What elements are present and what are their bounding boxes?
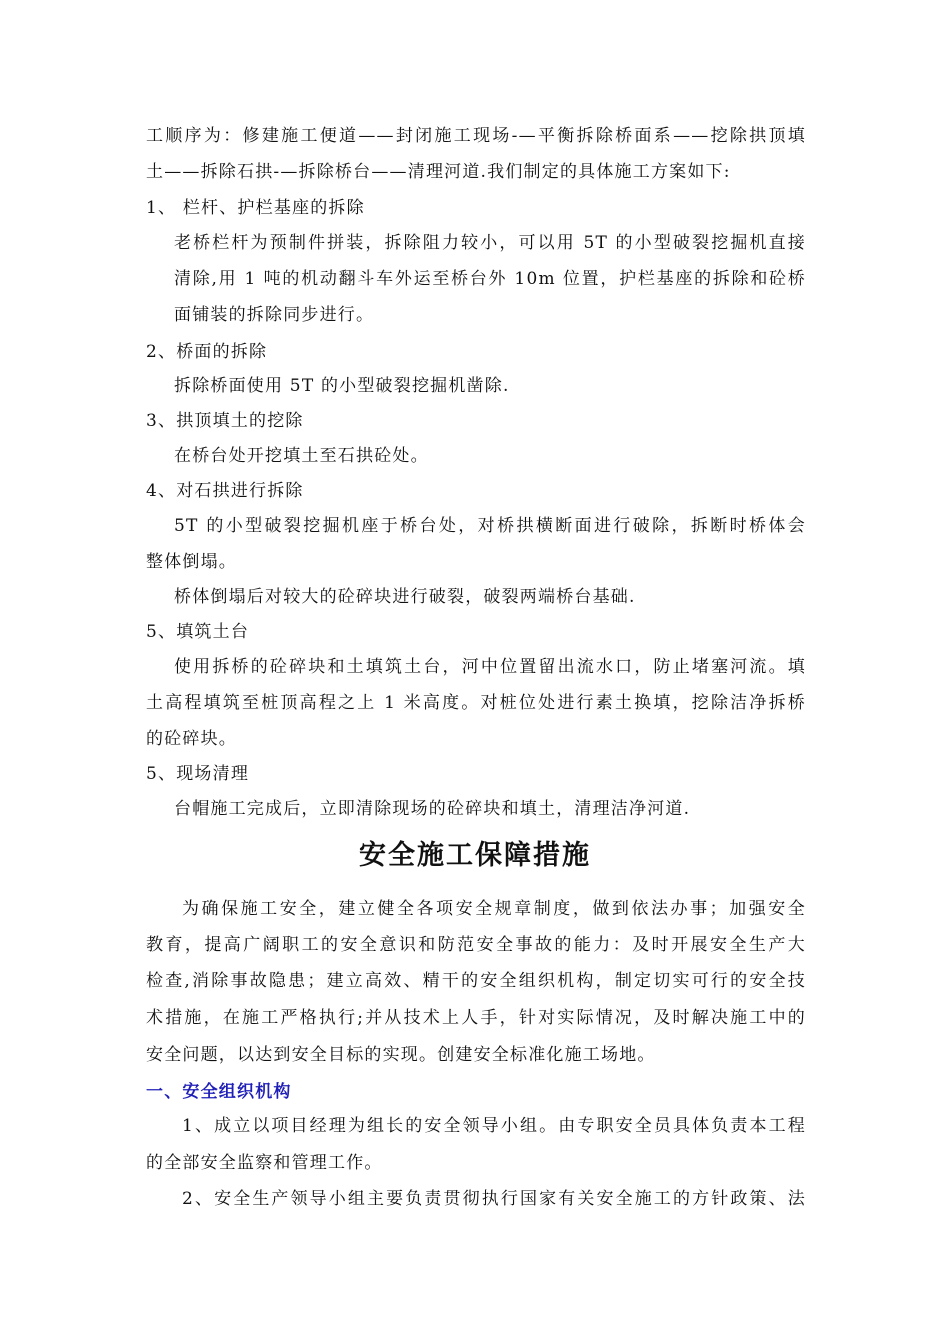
step-heading-4: 4、对石拱进行拆除 — [146, 481, 304, 501]
step-5-line-2: 土高程填筑至桩顶高程之上 1 米高度。对桩位处进行素土换填，挖除洁净拆桥 — [146, 693, 806, 713]
step-5-line-3: 的砼碎块。 — [146, 729, 237, 749]
step-4-line-1: 5T 的小型破裂挖掘机座于桥台处，对桥拱横断面进行破除，拆断时桥体会 — [174, 516, 806, 536]
intro-line-2: 土——拆除石拱-—拆除桥台——清理河道.我们制定的具体施工方案如下: — [146, 162, 731, 182]
step-1-line-2: 清除,用 1 吨的机动翻斗车外运至桥台外 10m 位置，护栏基座的拆除和砼桥 — [174, 269, 806, 289]
step-heading-2: 2、桥面的拆除 — [146, 342, 268, 362]
safety-paragraph-line-5: 安全问题，以达到安全目标的实现。创建安全标准化施工场地。 — [146, 1045, 656, 1065]
safety-paragraph-line-4: 术措施，在施工严格执行;并从技术上人手，针对实际情况，及时解决施工中的 — [146, 1008, 806, 1028]
step-4-line-3: 桥体倒塌后对较大的砼碎块进行破裂，破裂两端桥台基础. — [174, 587, 636, 607]
section-1-item-1-cont: 的全部安全监察和管理工作。 — [146, 1153, 383, 1173]
step-1-line-3: 面铺装的拆除同步进行。 — [174, 305, 375, 325]
step-6-line-1: 台帽施工完成后，立即清除现场的砼碎块和填土，清理洁净河道. — [174, 799, 691, 819]
step-1-line-1: 老桥栏杆为预制件拼装，拆除阻力较小，可以用 5T 的小型破裂挖掘机直接 — [174, 233, 806, 253]
step-heading-1: 1、 栏杆、护栏基座的拆除 — [146, 198, 365, 218]
intro-line-1: 工顺序为：修建施工便道——封闭施工现场-—平衡拆除桥面系——挖除拱顶填 — [146, 126, 806, 146]
section-heading-safety-organization: 一、安全组织机构 — [146, 1082, 292, 1102]
safety-paragraph-line-1: 为确保施工安全，建立健全各项安全规章制度，做到依法办事；加强安全 — [182, 899, 806, 919]
section-1-item-2: 2、安全生产领导小组主要负责贯彻执行国家有关安全施工的方针政策、法 — [182, 1189, 806, 1209]
step-heading-5: 5、填筑土台 — [146, 622, 250, 642]
step-2-line-1: 拆除桥面使用 5T 的小型破裂挖掘机凿除. — [174, 376, 510, 396]
step-3-line-1: 在桥台处开挖填土至石拱砼处。 — [174, 446, 429, 466]
page-title: 安全施工保障措施 — [359, 840, 591, 871]
step-5-line-1: 使用拆桥的砼碎块和土填筑土台，河中位置留出流水口，防止堵塞河流。填 — [174, 657, 806, 677]
step-heading-3: 3、拱顶填土的挖除 — [146, 411, 304, 431]
safety-paragraph-line-2: 教育，提高广阔职工的安全意识和防范安全事故的能力：及时开展安全生产大 — [146, 935, 806, 955]
safety-paragraph-line-3: 检查,消除事故隐患；建立高效、精干的安全组织机构，制定切实可行的安全技 — [146, 971, 806, 991]
step-heading-6: 5、现场清理 — [146, 764, 250, 784]
step-4-line-2: 整体倒塌。 — [146, 552, 237, 572]
section-1-item-1: 1、成立以项目经理为组长的安全领导小组。由专职安全员具体负责本工程 — [182, 1116, 806, 1136]
